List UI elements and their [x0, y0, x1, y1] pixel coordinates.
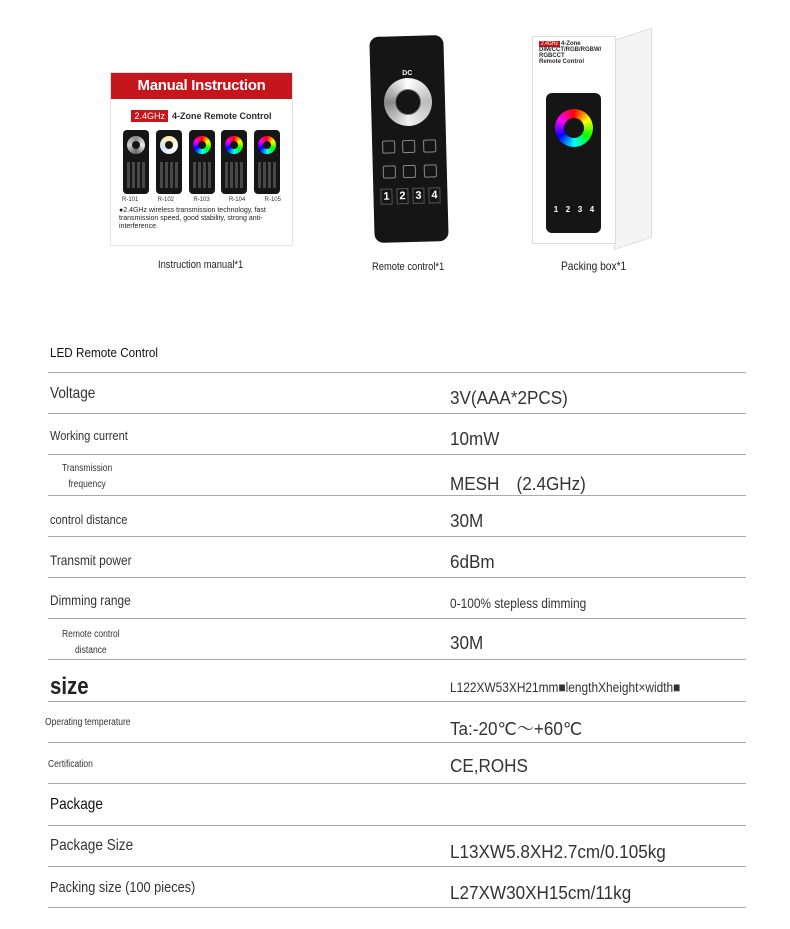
remote-mode-label: DC: [402, 69, 413, 78]
row-divider: [48, 454, 746, 455]
manual-heading: [111, 110, 292, 122]
spec-value-remote-control-distance: 30M: [450, 633, 484, 653]
zone-key: 1: [380, 188, 393, 204]
row-divider: [48, 742, 746, 743]
box-title-line: Remote Control: [539, 59, 584, 65]
manual-banner: Manual Instruction: [111, 73, 292, 99]
spec-label-packing-size: Packing size (100 pieces): [50, 879, 196, 896]
spec-value-dimming-range: 0-100% stepless dimming: [450, 595, 587, 611]
mini-remote-r105: [254, 130, 280, 194]
box-title: [539, 41, 615, 65]
spec-value-size: L122XW53XH21mm■lengthXheight×width■: [450, 679, 681, 695]
color-wheel-icon: [555, 109, 593, 147]
spec-label-dimming-range: Dimming range: [50, 592, 131, 608]
remote-control-image: [369, 35, 448, 243]
spec-value-transmission-frequency: MESH (2.4GHz): [450, 474, 586, 494]
label-line: frequency: [68, 479, 106, 490]
spec-value-working-current: 10mW: [450, 429, 500, 449]
packing-box-image: [532, 36, 652, 248]
zone-key: 2: [565, 205, 571, 214]
key-icon: [423, 139, 436, 152]
spec-label-transmit-power: Transmit power: [50, 552, 132, 568]
spec-label-working-current: Working current: [50, 428, 128, 443]
box-side-panel: [614, 28, 652, 250]
spec-value-transmit-power: 6dBm: [450, 552, 495, 572]
key-icon: [424, 164, 437, 177]
label-line: distance: [74, 645, 107, 656]
spec-label-remote-control-distance: [62, 627, 120, 659]
label-line: Transmission: [62, 463, 113, 474]
spec-table-title: LED Remote Control: [50, 345, 158, 360]
box-remote-picture: [546, 93, 601, 233]
model-label: R-104: [228, 197, 246, 203]
touch-ring-icon: [383, 77, 432, 126]
remote-zone-keys: [378, 187, 442, 205]
spec-label-transmission-frequency: [62, 461, 112, 493]
package-section-title: Package: [50, 796, 103, 813]
spec-value-voltage: 3V(AAA*2PCS): [450, 388, 568, 408]
row-divider: [48, 577, 746, 578]
model-label: R-105: [264, 197, 281, 203]
box-front-panel: [532, 36, 616, 244]
manual-model-labels: [111, 197, 292, 203]
model-label: R-101: [122, 197, 139, 203]
zone-key: 2: [396, 188, 409, 204]
zone-key: 3: [577, 205, 583, 214]
row-divider: [48, 536, 746, 537]
row-divider: [48, 659, 746, 660]
box-title-line: DIM/CCT/RGB/RGBW/: [539, 47, 602, 53]
spec-label-control-distance: control distance: [50, 512, 128, 527]
row-divider: [48, 866, 746, 867]
spec-label-certification: Certification: [48, 759, 93, 770]
row-divider: [48, 413, 746, 414]
spec-value-operating-temperature: Ta:-20℃～+60℃: [450, 719, 583, 739]
box-title-line: 4-Zone: [560, 41, 581, 47]
spec-value-package-size: L13XW5.8XH2.7cm/0.105kg: [450, 842, 666, 862]
zone-key: 1: [553, 205, 559, 214]
manual-note: ●2.4GHz wireless transmission technology, fast transmission speed, good stability, strong anti-interference.: [119, 207, 266, 230]
remote-control-caption: Remote control*1: [372, 261, 445, 273]
spec-label-operating-temperature: Operating temperature: [45, 717, 131, 728]
spec-label-package-size: Package Size: [50, 837, 134, 854]
row-divider: [48, 495, 746, 496]
row-divider: [48, 701, 746, 702]
mini-remote-r104: [221, 130, 247, 194]
key-icon: [403, 165, 416, 178]
box-title-line: RGBCCT: [539, 53, 565, 59]
label-line: Remote control: [62, 629, 120, 640]
instruction-manual-caption: Instruction manual*1: [158, 259, 244, 271]
model-label: R-103: [193, 197, 210, 203]
spec-label-voltage: Voltage: [50, 385, 96, 402]
key-icon: [382, 140, 395, 153]
manual-remote-lineup: [111, 130, 292, 194]
zone-key: 4: [428, 187, 441, 203]
packing-box-caption: Packing box*1: [561, 259, 627, 273]
row-divider: [48, 907, 746, 908]
row-divider: [48, 783, 746, 784]
key-icon: [403, 140, 416, 153]
spec-value-packing-size: L27XW30XH15cm/11kg: [450, 883, 632, 903]
spec-value-control-distance: 30M: [450, 511, 484, 531]
manual-heading-text: 4-Zone Remote Control: [172, 111, 272, 121]
zone-key: 4: [589, 205, 595, 214]
instruction-manual-image: [110, 72, 293, 246]
box-zone-keys: [550, 205, 598, 214]
manual-frequency-badge: 2.4GHz: [131, 110, 168, 122]
row-divider: [48, 618, 746, 619]
spec-value-certification: CE,ROHS: [450, 756, 528, 776]
row-divider: [48, 372, 746, 373]
row-divider: [48, 825, 746, 826]
mini-remote-r102: [156, 130, 182, 194]
key-icon: [383, 165, 396, 178]
model-label: R-102: [157, 197, 174, 203]
mini-remote-r103: [189, 130, 215, 194]
mini-remote-r101: [123, 130, 149, 194]
remote-function-keys: [378, 139, 441, 179]
box-frequency-badge: 2.4GHz: [541, 41, 558, 47]
spec-label-size: size: [50, 673, 89, 700]
zone-key: 3: [412, 188, 425, 204]
